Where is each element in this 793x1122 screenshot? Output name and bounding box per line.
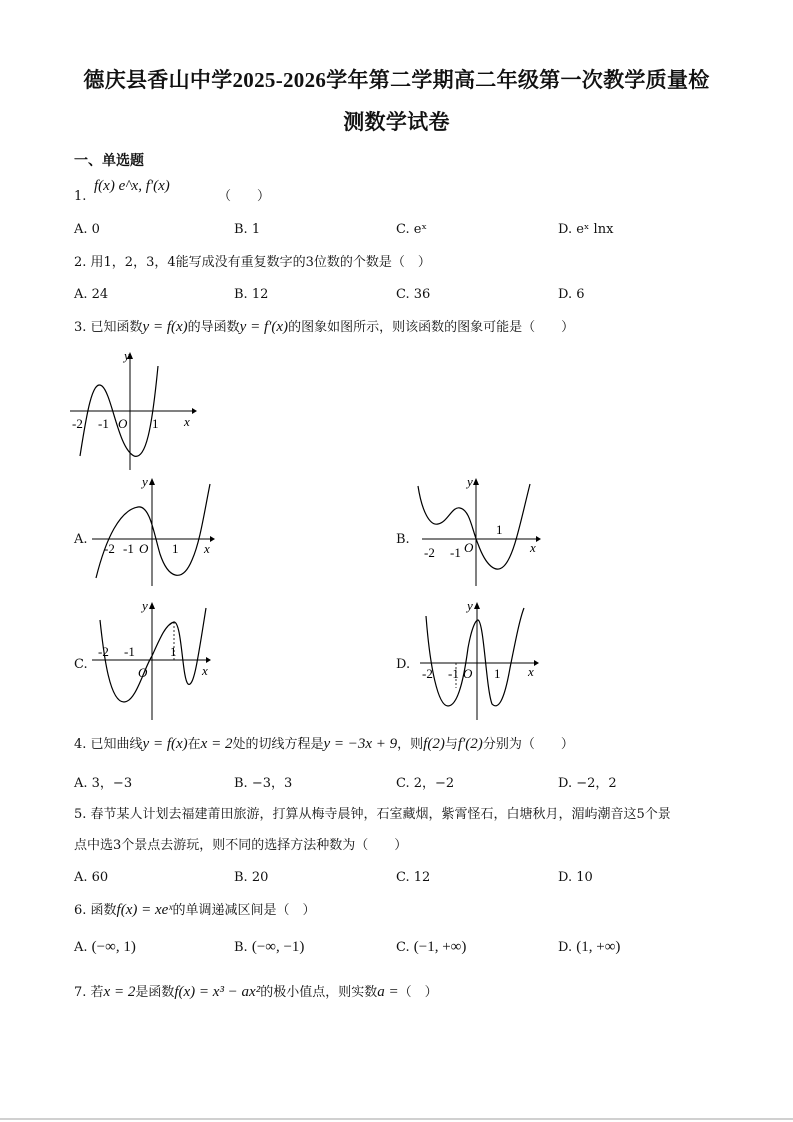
- q6-option-a-interval: (−∞, 1): [91, 939, 136, 955]
- q6-option-b-letter: B.: [234, 940, 248, 955]
- tick-minus-2: -2: [104, 541, 115, 556]
- page-bottom-divider: [0, 1118, 793, 1120]
- x-label: x: [184, 414, 190, 429]
- q5-option-b: B. 20: [234, 870, 269, 885]
- q4-part4: ，则: [397, 737, 424, 752]
- q5-option-a: A. 60: [74, 870, 109, 885]
- origin-label: O: [118, 416, 128, 431]
- y-label: y: [124, 348, 130, 363]
- q7-a: a =: [377, 984, 399, 1000]
- x-label: x: [528, 664, 534, 679]
- q4-option-b: B. −3，3: [234, 776, 293, 791]
- q5-option-c: C. 12: [396, 870, 431, 885]
- q1-expression: f(x) e^x, f'(x): [94, 178, 170, 194]
- origin-label: O: [138, 665, 148, 680]
- q4-option-c: C. 2，−2: [396, 776, 455, 791]
- q4-part5: 与: [444, 737, 458, 752]
- q7-part4: （ ）: [398, 985, 438, 1000]
- q7-part2: 是函数: [135, 985, 175, 1000]
- q3-mid: 的导函数: [187, 320, 240, 335]
- tick-1: 1: [172, 541, 179, 556]
- tick-minus-1: -1: [450, 545, 461, 560]
- tick-minus-1: -1: [98, 416, 109, 431]
- q6-option-a-letter: A.: [74, 940, 88, 955]
- q2-text: 2. 用1，2，3，4能写成没有重复数字的3位数的个数是（ ）: [74, 255, 431, 270]
- q7-part1: 7. 若: [74, 985, 104, 1000]
- q4-f2: f(2): [423, 736, 445, 752]
- q5-line1: 5. 春节某人计划去福建莆田旅游，打算从梅寺晨钟，石室藏烟，紫霄怪石，白塘秋月，湄屿潮音这5个景: [74, 807, 671, 822]
- tick-minus-2: -2: [98, 644, 109, 659]
- q3-option-c-letter: C.: [74, 657, 88, 672]
- q2-option-d: D. 6: [558, 287, 585, 302]
- curve-a: [96, 484, 210, 578]
- tick-1: 1: [494, 666, 501, 681]
- x-axis-arrow: [536, 536, 541, 542]
- q6-option-d-letter: D.: [558, 940, 573, 955]
- y-label: y: [467, 598, 473, 613]
- q4-x-value: x = 2: [200, 736, 233, 752]
- x-label: x: [204, 541, 210, 556]
- q6-option-b-interval: (−∞, −1): [251, 939, 305, 955]
- tick-minus-1: -1: [448, 666, 459, 681]
- q3-option-a-graph: [90, 474, 220, 589]
- page-title-line1: 德庆县香山中学2025-2026学年第二学期高二年级第一次教学质量检: [83, 68, 710, 92]
- q5-line2: 点中选3个景点去游玩，则不同的选择方法种数为（ ）: [74, 838, 408, 853]
- q4-part2: 在: [187, 737, 201, 752]
- q4-option-d: D. −2，2: [558, 776, 617, 791]
- q5-option-d: D. 10: [558, 870, 593, 885]
- q6-stem: [74, 902, 316, 919]
- origin-label: O: [464, 540, 474, 555]
- y-axis-arrow: [149, 478, 155, 485]
- tick-1: 1: [170, 644, 177, 659]
- x-axis-arrow: [534, 660, 539, 666]
- y-axis-arrow: [473, 478, 479, 485]
- q7-part3: 的极小值点，则实数: [260, 985, 378, 1000]
- q3-derivative-graph: [68, 348, 198, 473]
- tick-minus-1: -1: [123, 541, 134, 556]
- tick-minus-1: -1: [124, 644, 135, 659]
- q3-option-b-graph: [412, 474, 547, 589]
- q6-option-c: [396, 939, 466, 956]
- q7-function: f(x) = x³ − ax²: [174, 984, 261, 1000]
- tick-1: 1: [152, 416, 159, 431]
- q6-function: f(x) = xeˣ: [116, 902, 173, 918]
- q4-fprime2: f′(2): [457, 736, 483, 752]
- q7-stem: [74, 984, 438, 1001]
- q4-curve: y = f(x): [142, 736, 188, 752]
- section-heading: 一、单选题: [74, 153, 144, 169]
- q4-part3: 处的切线方程是: [232, 737, 324, 752]
- page-title-line2: 测数学试卷: [343, 110, 450, 134]
- tick-minus-2: -2: [422, 666, 433, 681]
- y-label: y: [142, 474, 148, 489]
- origin-label: O: [139, 541, 149, 556]
- q6-option-c-letter: C.: [396, 940, 410, 955]
- x-axis-arrow: [210, 536, 215, 542]
- q2-option-a: A. 24: [74, 287, 109, 302]
- q4-tangent: y = −3x + 9: [323, 736, 398, 752]
- q6-option-a: [74, 939, 136, 956]
- q6-option-b: [234, 939, 304, 956]
- q1-option-d: D. eˣ lnx: [558, 222, 614, 237]
- q1-number: 1.: [74, 189, 87, 204]
- q2-option-c: C. 36: [396, 287, 431, 302]
- q4-part1: 4. 已知曲线: [74, 737, 143, 752]
- q3-prefix: 3. 已知函数: [74, 320, 143, 335]
- y-axis-arrow: [149, 602, 155, 609]
- curve-c: [100, 608, 206, 702]
- q6-option-d-interval: (1, +∞): [576, 939, 621, 955]
- q3-suffix: 的图象如图所示，则该函数的图象可能是（ ）: [288, 320, 575, 335]
- q4-part6: 分别为（ ）: [482, 737, 574, 752]
- q3-option-d-letter: D.: [396, 657, 411, 672]
- q7-x-value: x = 2: [103, 984, 136, 1000]
- q3-derivative: y = f′(x): [239, 319, 289, 335]
- q4-option-a: A. 3，−3: [74, 776, 133, 791]
- q1-blank: （ ）: [218, 189, 271, 204]
- q6-part1: 6. 函数: [74, 903, 117, 918]
- q6-option-d: [558, 939, 620, 956]
- curve-d: [426, 608, 524, 706]
- q6-option-c-interval: (−1, +∞): [413, 939, 467, 955]
- y-label: y: [142, 598, 148, 613]
- q3-option-d-graph: [412, 598, 547, 723]
- q6-part2: 的单调递减区间是（ ）: [172, 903, 316, 918]
- origin-label: O: [463, 666, 473, 681]
- q2-option-b: B. 12: [234, 287, 269, 302]
- y-label: y: [467, 474, 473, 489]
- q3-stem: [74, 319, 574, 336]
- q1-option-c: C. eˣ: [396, 222, 427, 237]
- q1-option-a: A. 0: [74, 222, 100, 237]
- x-label: x: [530, 540, 536, 555]
- q4-stem: [74, 736, 574, 753]
- tick-minus-2: -2: [424, 545, 435, 560]
- y-axis-arrow: [474, 602, 480, 609]
- tick-1: 1: [496, 522, 503, 537]
- q3-option-a-letter: A.: [74, 532, 88, 547]
- x-label: x: [202, 663, 208, 678]
- q3-option-b-letter: B.: [396, 532, 410, 547]
- q3-option-c-graph: [90, 598, 220, 723]
- tick-minus-2: -2: [72, 416, 83, 431]
- q3-function: y = f(x): [142, 319, 188, 335]
- q1-option-b: B. 1: [234, 222, 261, 237]
- x-axis-arrow: [192, 408, 197, 414]
